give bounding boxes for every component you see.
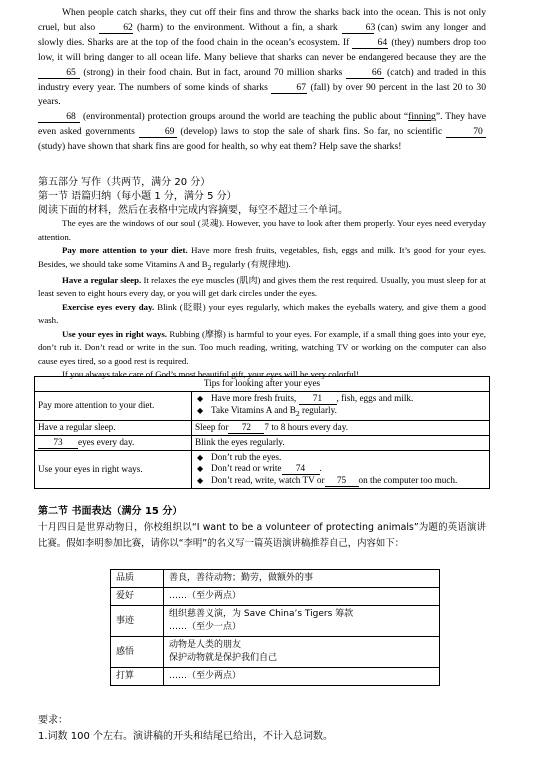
row-value: ……（至少两点） bbox=[164, 588, 440, 606]
text: (they) numbers drop too low, it will bring danger to all ocean life. Many believe that sharks can never be endangered because they are the bbox=[38, 36, 486, 63]
row-exercise-content: Blink the eyes regularly. bbox=[192, 435, 490, 450]
blank-73[interactable]: 73 bbox=[38, 437, 78, 449]
row-value bbox=[164, 637, 440, 668]
row-key: 品质 bbox=[111, 570, 164, 588]
text: Take Vitamins A and B bbox=[211, 404, 296, 415]
sleep-heading: Have a regular sleep. bbox=[62, 274, 142, 285]
text: (harm) to the environment. Without a fin, a shark bbox=[136, 21, 338, 33]
text: . bbox=[319, 463, 322, 474]
table-row bbox=[111, 637, 440, 668]
row-key: 事迹 bbox=[111, 606, 164, 637]
finning-word: finning bbox=[408, 111, 436, 123]
text: Rubbing (摩擦) is harmful to your eyes. For example, if a small thing goes into your eye, don’t rub it. Don’t read or write in the sun. Too much reading, writing, watching TV or working on the computer can also cause eyes tired, so a good rest is required. bbox=[38, 328, 486, 366]
text: on the computer too much. bbox=[358, 475, 458, 486]
list-item bbox=[195, 475, 486, 487]
text: Have more fresh fruits, bbox=[211, 392, 299, 403]
blank-65[interactable]: 65 bbox=[38, 67, 80, 79]
row-value-line: 组织慈善义演，为 Save China’s Tigers 筹款 bbox=[169, 609, 354, 619]
right-ways-paragraph bbox=[38, 328, 486, 369]
row-diet-label: Pay more attention to your diet. bbox=[35, 391, 192, 420]
row-sleep-content bbox=[192, 420, 490, 435]
section1-instructions: 阅读下面的材料，然后在表格中完成内容摘要，每空不超过三个单词。 bbox=[38, 205, 348, 216]
text: Blink (眨眼) your eyes regularly, which makes the eyeballs watery, and give them a good wash. bbox=[38, 301, 487, 326]
text: regularly (有规律地). bbox=[211, 258, 291, 269]
row-value-line: 保护动物就是保护我们自己 bbox=[169, 653, 278, 663]
row-value-line: 动物是人类的朋友 bbox=[169, 640, 242, 650]
row-key: 打算 bbox=[111, 668, 164, 686]
blank-72[interactable]: 72 bbox=[228, 422, 264, 434]
row-diet-content bbox=[192, 391, 490, 420]
blank-69[interactable]: 69 bbox=[139, 126, 177, 138]
tips-table-title: Tips for looking after your eyes bbox=[35, 377, 490, 392]
diet-paragraph bbox=[38, 244, 486, 274]
text: (strong) in their food chain. But in fact, around 70 million sharks bbox=[83, 66, 343, 78]
blank-63[interactable]: 63 bbox=[342, 22, 374, 34]
row-value: 善良，善待动物；勤劳，做额外的事 bbox=[164, 570, 440, 588]
blank-67[interactable]: 67 bbox=[271, 82, 307, 94]
row-right-ways-content bbox=[192, 450, 490, 489]
blank-70[interactable]: 70 bbox=[446, 126, 486, 138]
blank-66[interactable]: 66 bbox=[346, 67, 384, 79]
blank-71[interactable]: 71 bbox=[299, 393, 337, 405]
exercise-paragraph bbox=[38, 301, 486, 328]
row-value: ……（至少两点） bbox=[164, 668, 440, 686]
text: (develop) laws to stop the sale of shark fins. So far, no scientific bbox=[180, 126, 443, 138]
text: (can) swim any longer and slowly dies. Sharks are at the top of the food chain in the ocean’s ecosystem. If bbox=[38, 21, 486, 48]
text: eyes every day. bbox=[78, 436, 135, 447]
right-ways-heading: Use your eyes in right ways. bbox=[62, 328, 168, 339]
text: Have more fresh fruits, vegetables, fish, eggs and milk. It’s good for your eyes. Besides, we should take some Vitamins A and B bbox=[38, 245, 486, 269]
text: (catch) and traded in this industry every year. The numbers of some kinds of sharks bbox=[38, 66, 486, 93]
text: , fish, eggs and milk. bbox=[336, 392, 414, 403]
shark-passage bbox=[38, 6, 486, 155]
part5-title: 第五部分 写作（共两节，满分 20 分） bbox=[38, 177, 211, 188]
text: It relaxes the eye muscles (肌肉) and gives them the rest required. Usually, you must sleep for at least seven to eight hours every day, or you will get dark circles under the eyes. bbox=[38, 274, 486, 299]
text: Don’t read, write, watch TV or bbox=[211, 475, 325, 486]
blank-74[interactable]: 74 bbox=[282, 463, 320, 475]
blank-75[interactable]: 75 bbox=[325, 475, 359, 487]
section2-prompt: 十月四日是世界动物日，你校组织以“I want to be a volunteer of protecting animals”为题的英语演讲比赛。假如李明参加比赛，请你以“李明”的名义写一篇英语演讲稿推荐自己，内容如下： bbox=[38, 522, 486, 549]
text: (study) have shown that shark fins are good for health, so why eat them? Help save the sharks! bbox=[38, 141, 402, 153]
exercise-heading: Exercise eyes every day. bbox=[62, 301, 155, 312]
table-row bbox=[111, 606, 440, 637]
subscript: 2 bbox=[295, 408, 300, 418]
text: Don’t read or write bbox=[211, 463, 282, 474]
row-value bbox=[164, 606, 440, 637]
text: (environmental) protection groups around the world are teaching the public about “ bbox=[82, 111, 409, 123]
blank-62[interactable]: 62 bbox=[99, 22, 133, 34]
section1-title: 第一节 语篇归纳（每小题 1 分，满分 5 分） bbox=[38, 191, 237, 202]
blank-64[interactable]: 64 bbox=[352, 37, 388, 49]
text: 7 to 8 hours every day. bbox=[264, 421, 349, 432]
list-item bbox=[195, 463, 486, 475]
eyes-intro: The eyes are the windows of our soul (灵魂). However, you have to look after them properly. Your eyes need everyday attention. bbox=[38, 218, 486, 242]
row-value-line: ……（至少一点） bbox=[169, 622, 242, 632]
text: Sleep for bbox=[195, 421, 229, 432]
text: When people catch sharks, they cut off their fins and throw the sharks back into the ocean. This is not only cruel, but also bbox=[38, 7, 486, 33]
row-exercise-label bbox=[35, 435, 192, 450]
eyes-passage bbox=[38, 217, 486, 382]
list-item bbox=[195, 393, 486, 405]
text: (fall) by over 90 percent in the last 20 to 30 years. bbox=[38, 81, 486, 108]
list-item bbox=[195, 405, 486, 419]
text: regularly. bbox=[299, 404, 337, 415]
tips-table bbox=[34, 376, 490, 489]
requirements-title: 要求： bbox=[38, 715, 68, 726]
eyes-closing: If you always take care of God’s most beautiful gift, your eyes will be very colorful! bbox=[62, 369, 360, 380]
speech-info-table bbox=[110, 569, 440, 686]
row-key: 爱好 bbox=[111, 588, 164, 606]
list-item: ◆ Don’t rub the eyes. bbox=[195, 452, 486, 464]
row-sleep-label: Have a regular sleep. bbox=[35, 420, 192, 435]
section2-title: 第二节 书面表达（满分 15 分） bbox=[38, 506, 183, 517]
row-right-ways-label: Use your eyes in right ways. bbox=[35, 450, 192, 489]
diet-heading: Pay more attention to your diet. bbox=[62, 245, 188, 255]
text: ”. They have even asked governments bbox=[38, 111, 487, 138]
table-row bbox=[111, 570, 440, 588]
requirement-1: 1.词数 100 个左右。演讲稿的开头和结尾已给出，不计入总词数。 bbox=[38, 731, 333, 742]
blank-68[interactable]: 68 bbox=[38, 111, 80, 123]
row-key: 感悟 bbox=[111, 637, 164, 668]
subscript: 2 bbox=[207, 262, 212, 272]
table-row bbox=[111, 588, 440, 606]
table-row bbox=[111, 668, 440, 686]
sleep-paragraph bbox=[38, 274, 486, 301]
